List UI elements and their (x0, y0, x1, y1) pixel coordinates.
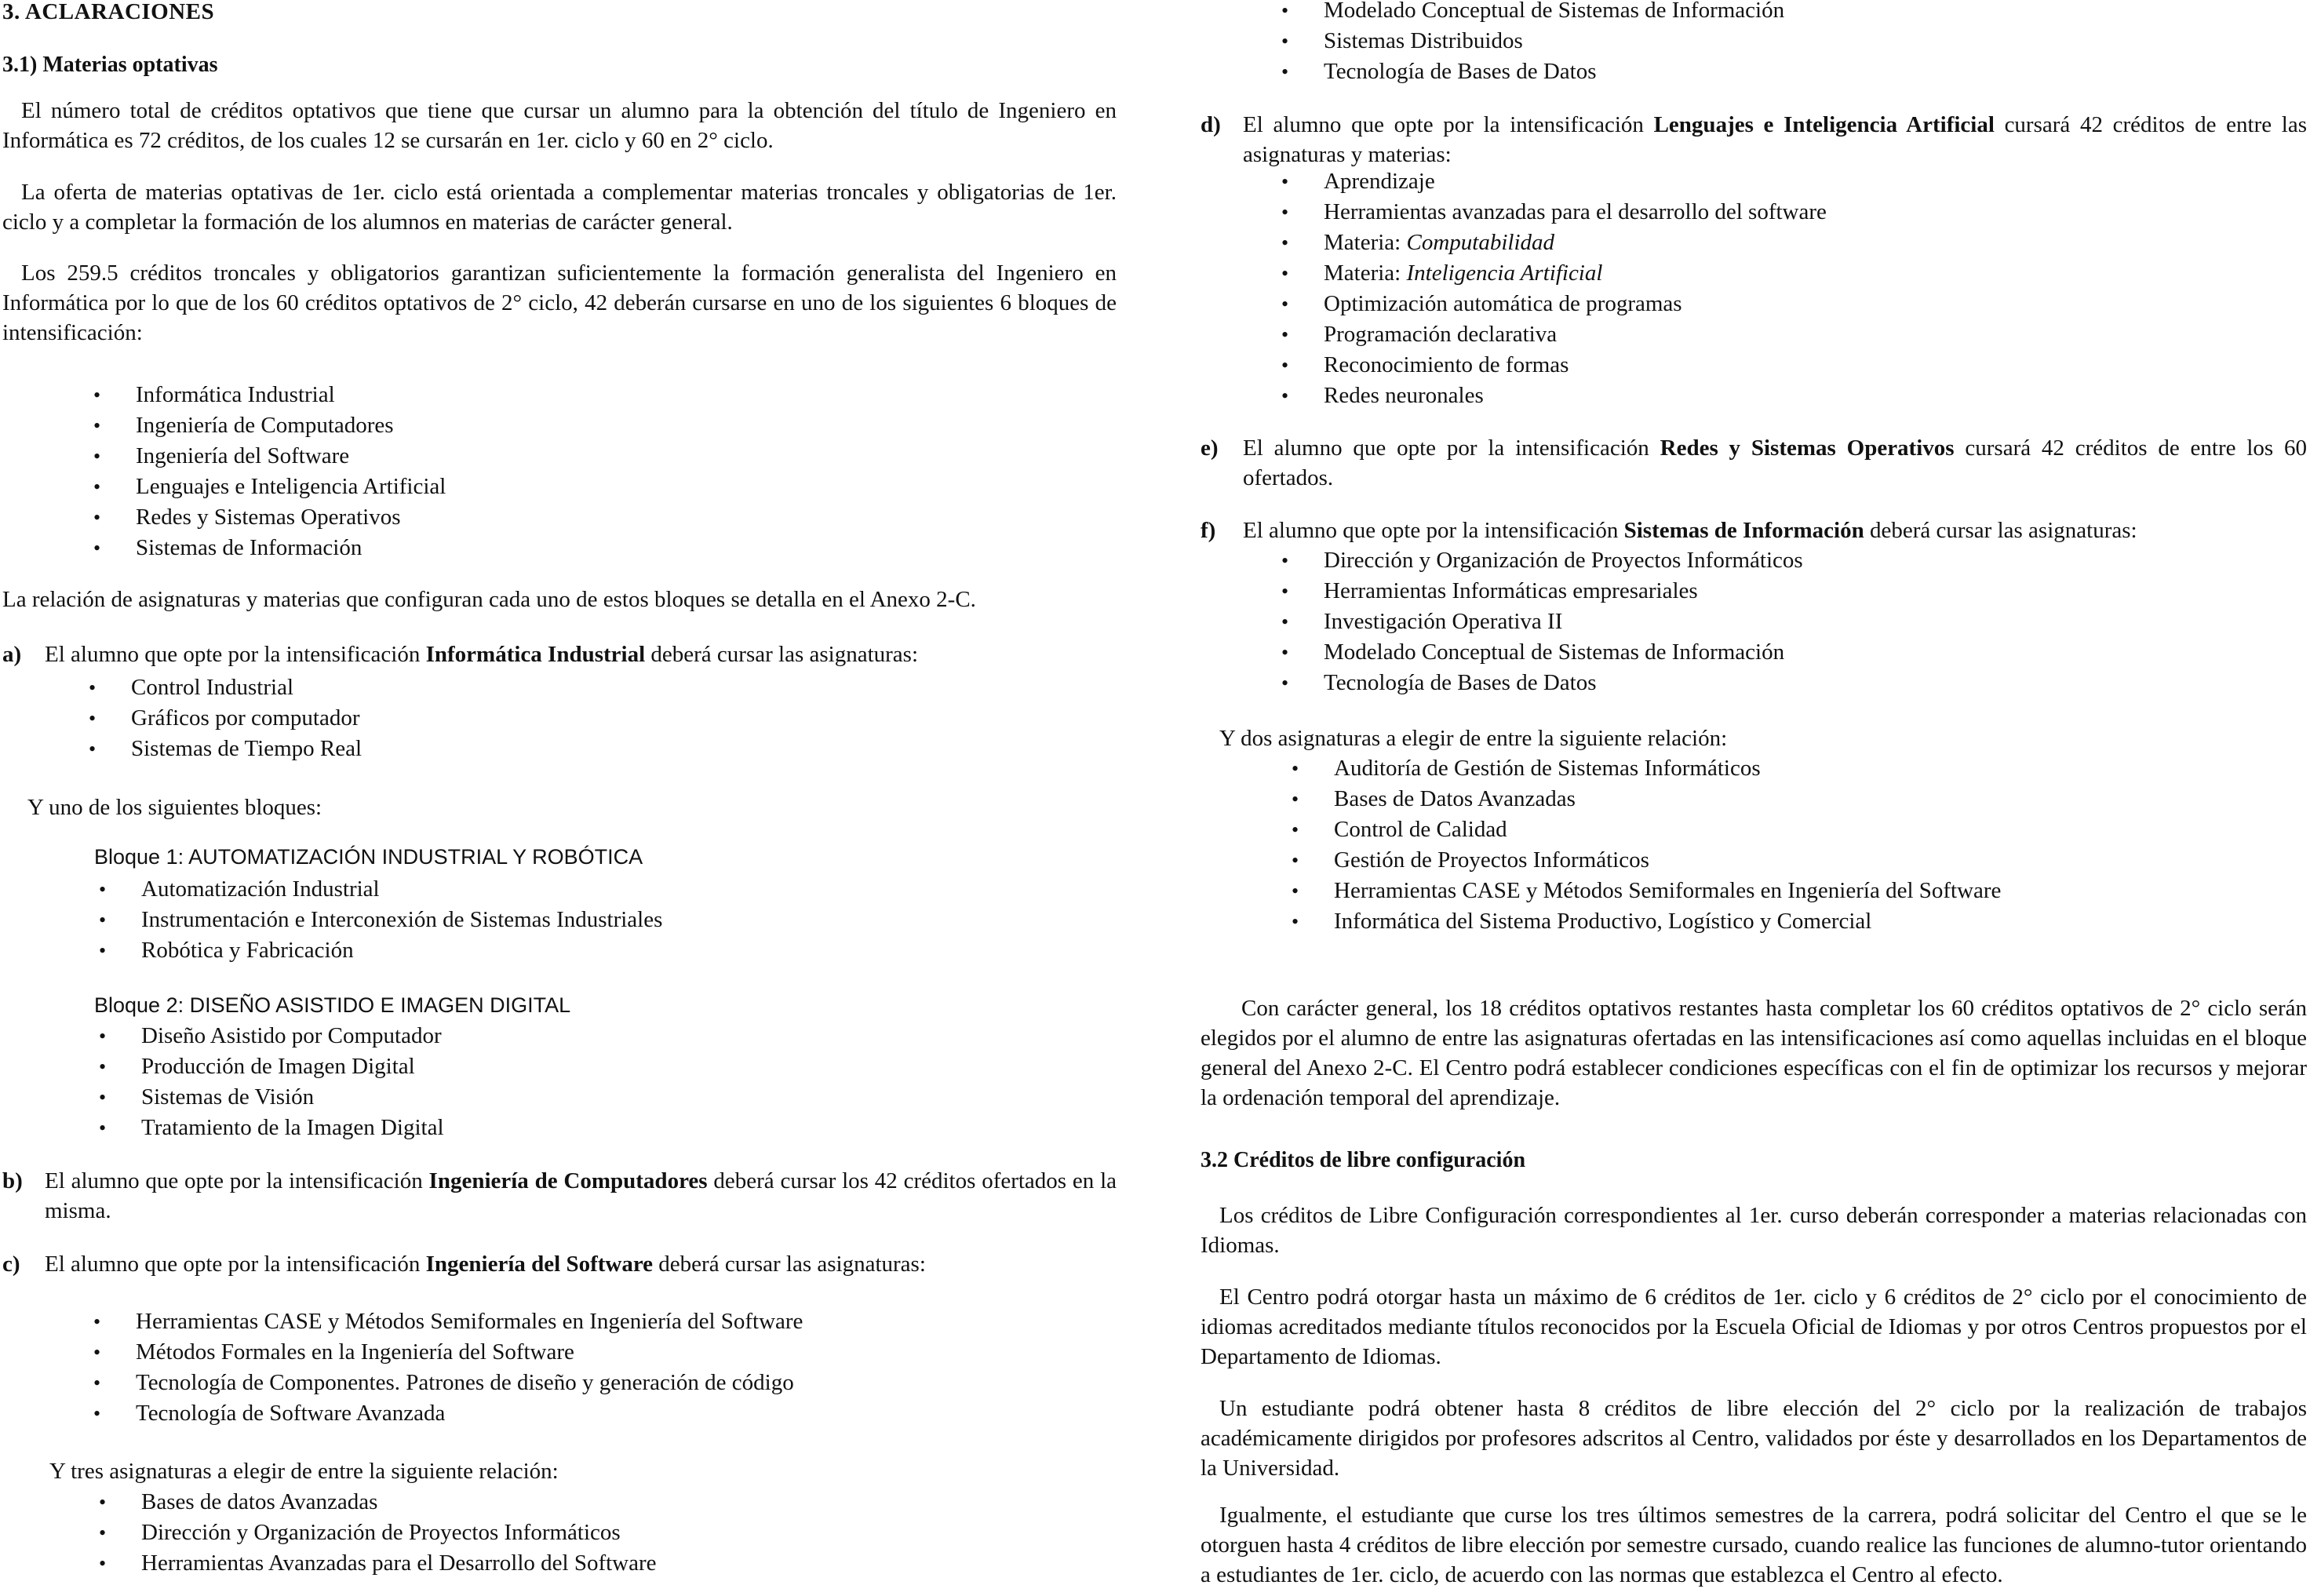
item-text-bold: Ingeniería del Software (425, 1252, 654, 1277)
item-text-pre: El alumno que opte por la intensificación (45, 1168, 429, 1193)
item-f-electives (1201, 753, 2307, 937)
list-item: • Tecnología de Software Avanzada (136, 1398, 1117, 1429)
list-item: • Lenguajes e Inteligencia Artificial (136, 472, 1117, 502)
list-item: • Control de Calidad (1334, 814, 2307, 845)
item-text-pre: El alumno que opte por la intensificación (1243, 112, 1654, 137)
list-item: • Dirección y Organización de Proyectos Informáticos (1324, 545, 2307, 576)
paragraph-first-cycle-offer: La oferta de materias optativas de 1er. ciclo está orientada a complementar materias troncales y obligatorias de 1er. ciclo y a completar la formación de los alumnos en materias de carácter general. (2, 180, 1117, 235)
list-item: • Redes neuronales (1324, 381, 2307, 411)
list-item: • Diseño Asistido por Computador (141, 1021, 1117, 1051)
item-text-bold: Informática Industrial (425, 642, 646, 667)
item-text-post: cursará 42 créditos de entre los 60 ofertados. (1243, 435, 2308, 490)
item-text-bold: Lenguajes e Inteligencia Artificial (1653, 112, 1995, 137)
item-marker: c) (2, 1252, 20, 1277)
item-c-electives (2, 1487, 1117, 1579)
paragraph-total-credits: El número total de créditos optativos que tiene que cursar un alumno para la obtención del título de Ingeniero en Informática es 72 créditos, de los cuales 12 se cursarán en 1er. ciclo y 60 en 2° ciclo. (2, 98, 1117, 153)
item-marker: f) (1201, 518, 1216, 543)
item-text (45, 639, 1117, 669)
item-d (1201, 110, 2307, 173)
item-a (2, 639, 1117, 671)
list-item: • Bases de Datos Avanzadas (1334, 784, 2307, 814)
list-item: • Bases de datos Avanzadas (141, 1487, 1117, 1518)
item-e (1201, 433, 2307, 496)
list-item: • Modelado Conceptual de Sistemas de Información (1324, 637, 2307, 668)
item-text-post: deberá cursar las asignaturas: (1864, 518, 2137, 543)
item-d-subjects (1201, 166, 2307, 411)
item-marker: e) (1201, 435, 1219, 461)
list-item: • Control Industrial (131, 672, 1117, 703)
item-f-subjects (1201, 545, 2307, 698)
bloque1-title: Bloque 1: AUTOMATIZACIÓN INDUSTRIAL Y ROBÓTICA (94, 845, 643, 869)
item-c-choice-text: Y tres asignaturas a elegir de entre la siguiente relación: (49, 1459, 559, 1484)
materia-prefix: Materia: (1324, 230, 1407, 255)
list-item: • Dirección y Organización de Proyectos Informáticos (141, 1518, 1117, 1548)
list-item: • Producción de Imagen Digital (141, 1051, 1117, 1082)
item-text-pre: El alumno que opte por la intensificación (1243, 435, 1660, 461)
paragraph-languages: Los créditos de Libre Configuración correspondientes al 1er. curso deberán corresponder a materias relacionadas con Idiomas. (1201, 1203, 2307, 1258)
list-item: • Tecnología de Bases de Datos (1324, 668, 2307, 698)
list-item: • Informática del Sistema Productivo, Logístico y Comercial (1334, 906, 2307, 937)
item-c (2, 1249, 1117, 1281)
list-item (1324, 228, 2307, 258)
list-item: • Gráficos por computador (131, 703, 1117, 734)
list-item: • Herramientas Avanzadas para el Desarrollo del Software (141, 1548, 1117, 1579)
item-b (2, 1166, 1117, 1229)
item-text-bold: Redes y Sistemas Operativos (1660, 435, 1955, 461)
list-item: • Sistemas de Visión (141, 1082, 1117, 1113)
paragraph-directed-work: Un estudiante podrá obtener hasta 8 créditos de libre elección del 2° ciclo por la realización de trabajos académicamente dirigidos por profesores adscritos al Centro, validados por éste y desarrollados en los Departamentos de la Universidad. (1201, 1396, 2307, 1481)
list-item: • Investigación Operativa II (1324, 607, 2307, 637)
item-text-post: deberá cursar las asignaturas: (645, 642, 919, 667)
item-text-pre: El alumno que opte por la intensificación (1243, 518, 1624, 543)
list-item: • Modelado Conceptual de Sistemas de Información (1324, 0, 2307, 26)
list-item: • Sistemas Distribuidos (1324, 26, 2307, 56)
item-marker: b) (2, 1168, 23, 1193)
item-text-post: cursará 42 créditos de entre las asignaturas y materias: (1243, 112, 2307, 167)
bloque2-subjects (2, 1021, 1117, 1143)
item-text (1243, 110, 2307, 169)
item-marker: a) (2, 642, 22, 667)
item-text (45, 1166, 1117, 1226)
item-text-pre: El alumno que opte por la intensificación (45, 642, 426, 667)
list-item: • Programación declarativa (1324, 319, 2307, 350)
item-text-bold: Ingeniería de Computadores (428, 1168, 708, 1193)
list-item: • Herramientas CASE y Métodos Semiformales en Ingeniería del Software (136, 1306, 1117, 1337)
paragraph-intensification-intro: Los 259.5 créditos troncales y obligatorios garantizan suficientemente la formación generalista del Ingeniero en Informática por lo que de los 60 créditos optativos de 2° ciclo, 42 deberán cursarse en uno de los siguientes 6 bloques de intensificación: (2, 261, 1117, 345)
list-item: • Ingeniería del Software (136, 441, 1117, 472)
item-text (45, 1249, 1117, 1279)
item-text (1243, 516, 2307, 545)
list-item: • Instrumentación e Interconexión de Sistemas Industriales (141, 905, 1117, 935)
item-f (1201, 516, 2307, 547)
paragraph-tutor-credits: Igualmente, el estudiante que curse los tres últimos semestres de la carrera, podrá solicitar del Centro el que se le otorguen hasta 4 créditos de libre elección por semestre cursado, cuando realice las funciones de alumno-tutor orientando a estudiantes de 1er. ciclo, de acuerdo con las normas que establezca el Centro al efecto. (1201, 1503, 2307, 1587)
item-text-post: deberá cursar las asignaturas: (653, 1252, 926, 1277)
list-item: • Sistemas de Información (136, 533, 1117, 563)
list-item: • Automatización Industrial (141, 874, 1117, 905)
paragraph-annex-reference: La relación de asignaturas y materias que configuran cada uno de estos bloques se detalla en el Anexo 2-C. (2, 587, 976, 612)
item-text (1243, 433, 2307, 493)
list-item: • Aprendizaje (1324, 166, 2307, 197)
list-item: • Gestión de Proyectos Informáticos (1334, 845, 2307, 876)
item-text-post: deberá cursar los 42 créditos ofertados en la misma. (45, 1168, 1117, 1223)
paragraph-language-certificates: El Centro podrá otorgar hasta un máximo de 6 créditos de 1er. ciclo y 6 créditos de 2° ciclo por el conocimiento de idiomas acreditados mediante títulos reconocidos por la Escuela Oficial de Idiomas y por otros Centros propuestos por el Departamento de Idiomas. (1201, 1284, 2307, 1369)
list-item: • Optimización automática de programas (1324, 289, 2307, 319)
item-marker: d) (1201, 112, 1221, 137)
list-item: • Ingeniería de Computadores (136, 410, 1117, 441)
list-item: • Herramientas Informáticas empresariales (1324, 576, 2307, 607)
list-item: • Métodos Formales en la Ingeniería del Software (136, 1337, 1117, 1368)
list-item: • Sistemas de Tiempo Real (131, 734, 1117, 764)
item-a-subjects (2, 672, 1117, 764)
list-item: • Redes y Sistemas Operativos (136, 502, 1117, 533)
bloque1-subjects (2, 874, 1117, 966)
list-item: • Tratamiento de la Imagen Digital (141, 1113, 1117, 1143)
list-item: • Informática Industrial (136, 380, 1117, 410)
item-f-choice-text: Y dos asignaturas a elegir de entre la siguiente relación: (1219, 726, 1728, 751)
item-text-bold: Sistemas de Información (1623, 518, 1864, 543)
section-heading: 3. ACLARACIONES (2, 0, 215, 24)
list-item: • Tecnología de Componentes. Patrones de diseño y generación de código (136, 1368, 1117, 1398)
item-c-subjects (2, 1306, 1117, 1429)
item-text-pre: El alumno que opte por la intensificación (45, 1252, 426, 1277)
list-item: • Herramientas avanzadas para el desarrollo del software (1324, 197, 2307, 228)
item-a-choice-text: Y uno de los siguientes bloques: (27, 795, 322, 820)
list-item: • Auditoría de Gestión de Sistemas Informáticos (1334, 753, 2307, 784)
subsection-heading-libre-configuracion: 3.2 Créditos de libre configuración (1201, 1148, 1526, 1172)
materia-name: Computabilidad (1406, 230, 1554, 255)
paragraph-general-credits: Con carácter general, los 18 créditos optativos restantes hasta completar los 60 créditos optativos de 2° ciclo serán elegidos por el alumno de entre las asignaturas ofertadas en las intensificaciones así como aquellas incluidas en el bloque general del Anexo 2-C. El Centro podrá establecer condiciones específicas con el fin de optimizar los recursos y mejorar la ordenación temporal del aprendizaje. (1201, 996, 2307, 1110)
materia-name: Inteligencia Artificial (1406, 261, 1603, 286)
subsection-heading-optativas: 3.1) Materias optativas (2, 53, 218, 77)
bloque2-title: Bloque 2: DISEÑO ASISTIDO E IMAGEN DIGITAL (94, 993, 571, 1017)
list-item: • Reconocimiento de formas (1324, 350, 2307, 381)
materia-prefix: Materia: (1324, 261, 1407, 286)
list-item (1324, 258, 2307, 289)
list-item: • Herramientas CASE y Métodos Semiformales en Ingeniería del Software (1334, 876, 2307, 906)
intensification-block-list (2, 380, 1117, 563)
list-item: • Robótica y Fabricación (141, 935, 1117, 966)
list-item: • Tecnología de Bases de Datos (1324, 56, 2307, 87)
item-c-electives-continued (1201, 0, 2307, 87)
